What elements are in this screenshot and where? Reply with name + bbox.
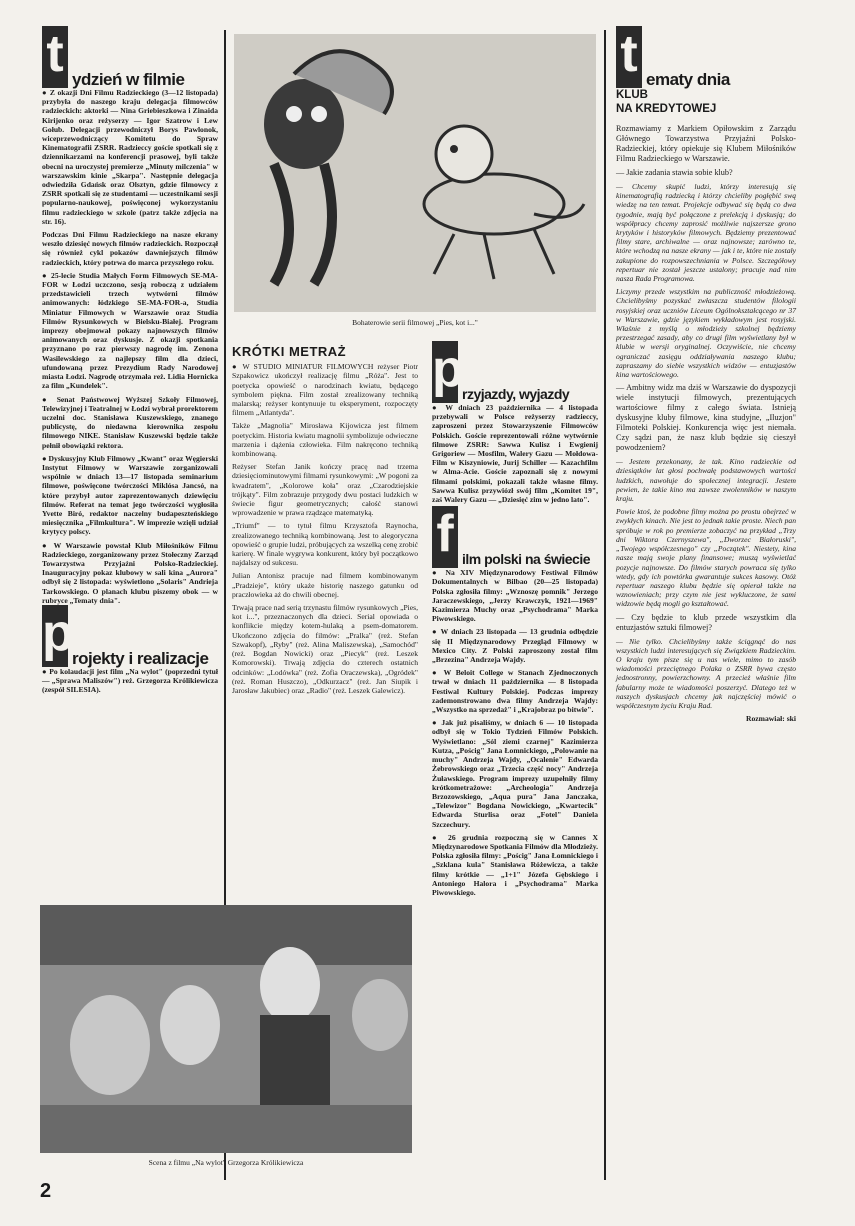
header-title: rojekty i realizacje <box>72 648 209 668</box>
interview-title <box>616 88 796 116</box>
cartoon-illustration <box>234 34 596 312</box>
header-title: ematy dnia <box>646 69 730 89</box>
section-header-tematy <box>616 25 796 89</box>
interview-answer: Liczymy przede wszystkim na publiczność młodzieżową. Chcielibyśmy pozyskać zwłaszcza studentów filologii rosyjskiej oraz uczniów Liceum Ogólnokształcącego nr 37 w Warszawie, gdzie językiem wykładowym jest rosyjski. Właśnie z myślą o młodzieży szkolnej będziemy przestrzegać zasady, aby co drugi film wyświetlany był w klubie w wersji oryginalnej. Oczywiście, nie chcemy ograniczać zasięgu oddziaływania naszego klubu; zapraszamy do siebie wszystkich widzów — entuzjastów kina wartościowego. <box>616 287 796 380</box>
middle-column <box>232 345 418 699</box>
interview-answer: Powie ktoś, że podobne filmy można po prostu obejrzeć w zwykłych kinach. Nie jest to jednak takie proste. Niech pan spróbuje w rok po premierze zobaczyć na przykład „Trzy dni Wiktora Czernyszewa", „Dworzec Białoruski", „Twojego współczesnego" czy „Początek". Niestety, kina nasze mają swoje plany finansowe; muszą wyświetlać pozycje najnowsze. Do filmów starych powraca się tylko wtedy, gdy ich powtórka gwarantuje sukces kasowy. Otóż repertuar naszego klubu będzie się opierał także na wznowieniach; przy czym nie jest wykluczone, że sami widzowie będą mogli go kształtować. <box>616 507 796 609</box>
header-initial: t <box>42 26 68 88</box>
interview-intro: Rozmawiamy z Markiem Opiłowskim z Zarządu Głównego Towarzystwa Przyjaźni Polsko-Radzieckiej, który opiekuje się Klubem Miłośników Filmu Radzieckiego w Warszawie. <box>616 124 796 163</box>
article-paragraph: Także „Magnolia" Mirosława Kijowicza jest filmem poetyckim. Historia kwiatu magnolii symbolizuje odwieczne marzenia i dążenia człowieka. Film nakręcono techniką kombinowaną. <box>232 421 418 459</box>
interview-answer: — Chcemy skupić ludzi, którzy interesują się kinematografią radziecką i którzy chcieliby pogłębić swą wiedzę na ten temat. Projekcje odbywać się będą co dwa tygodnie, mają być połączone z prelekcją i dyskusją; do współpracy chcemy zaprosić możliwie najszersze grono krytyków i historyków filmowych. Będziemy prezentować filmy stare, archiwalne — oraz najnowsze; zarówno te, które wchodzą na nasze ekrany — jak i te, które nie zostały zakupione do rozpowszechniania w Polsce. Szczegółowy repertuar nie został jeszcze ustalony; pracuje nad nim nasza Rada Programowa. <box>616 182 796 284</box>
section-header-projekty <box>42 603 218 668</box>
interview-signature: Rozmawiał: ski <box>746 714 796 724</box>
header-initial: p <box>42 605 68 667</box>
news-item: ● Dyskusyjny Klub Filmowy „Kwant" oraz Węgierski Instytut Filmowy w Warszawie zorganizowali wspólnie w dniach 13—17 listopada seminarium filmowe, poświęcone twórczości Miklósa Jancsó, na które przybył autor zaprezentowanych dziewięciu filmów. Referat na temat jego twórczości wygłosiła Yvette Biró, redaktor naczelny budapeszteńskiego miesięcznika „Filmkultura". W imprezie wzięli udział krytycy polscy. <box>42 453 218 537</box>
cartoon-drawing <box>234 34 596 312</box>
news-item: ● Na XIV Międzynarodowy Festiwal Filmów Dokumentalnych w Bilbao (20—25 listopada) Polska zgłosiła filmy: „Wznoszę pomnik" Jerzego Jaraczewskiego, „Jerzy Krawczyk, 1921—1969" Kazimierza Muchy oraz „Psychodrama" Marka Piwowskiego. <box>432 568 598 624</box>
interview-title-line1: KLUB <box>616 89 648 101</box>
news-item: ● Po kolaudacji jest film „Na wylot" (poprzedni tytuł — „Sprawa Maliszów") reż. Grzegorza Królikiewicza (zespół SILESIA). <box>42 666 218 695</box>
film-still-photo <box>40 905 412 1153</box>
section-header-przyjazdy <box>432 340 598 403</box>
header-initial: p <box>432 341 458 403</box>
page-number: 2 <box>40 1180 52 1202</box>
interview-title-line2: NA KREDYTOWEJ <box>616 103 717 115</box>
krotki-metraz-title: KRÓTKI METRAŻ <box>232 344 347 359</box>
header-title: ilm polski na świecie <box>462 551 591 568</box>
header-title: rzyjazdy, wyjazdy <box>462 385 570 402</box>
news-item: ● 26 grudnia rozpoczną się w Cannes X Międzynarodowe Spotkania Filmów dla Młodzieży. Polska zgłosiła filmy: „Pościg" Jana Łomnickiego i „Szklana kula" Stanisława Różewicza, a także filmy krótkie — „1+1" Józefa Gębskiego i Antoniego Halora i „Psychodrama" Marka Piwowskiego. <box>432 832 598 897</box>
article-paragraph: ● W STUDIO MINIATUR FILMOWYCH reżyser Piotr Szpakowicz ukończył realizację filmu „Róża". Jest to poetycka opowieść o narodzinach kwiatu, będącego symbolem piękna. Film został zrealizowany techniką malarską; reżyser kontynuuje tu eksperyment, rozpoczęty filmem „Atlantyda". <box>232 362 418 418</box>
news-item: ● Z okazji Dni Filmu Radzieckiego (3—12 listopada) przybyła do naszego kraju delegacja filmowców radzieckich: aktorki — Nina Griebieszkowa i Zinaida Kirijenko oraz reżyserzy — Igor Szatrow i Lew Gołub. Delegacji przewodniczył Borys Pawlonok, wiceprzewodniczący Komitetu do Spraw Kinematografii ZSRR. Radzieccy goście spotkali się z dziennikarzami na konferencji prasowej, byli także obecni na uroczystej premierze „Minuty milczenia" w warszawskim kinie „Skarpa". Następnie delegacja odwiedziła Gdańsk oraz Olsztyn, gdzie filmowcy z ZSRR spotkali się ze studentami — uczestnikami sesji popularno-naukowej, poświęconej wykorzystaniu filmu radzieckiego w szkole (patrz także zdjęcia na str. 16). <box>42 88 218 226</box>
interview-answer: — Nie tylko. Chcielibyśmy także ściągnąć do nas wszystkich ludzi interesujących się Związkiem Radzieckim. O kraju tym pisze się u nas wiele, mimo to zasób wiadomości przeciętnego Polaka o ZSRR bywa często jednostronny, powierzchowny. A przecież właśnie film fabularny może te wiadomości poszerzyć. Dlatego też w naszych dyskusjach chcemy jak najczęściej mówić o współczesnym życiu Kraju Rad. <box>616 636 796 710</box>
news-item: Podczas Dni Filmu Radzieckiego na nasze ekrany weszło dziesięć nowych filmów radzieckich. Rozpoczął się również cykl pokazów dawniejszych filmów radzieckich, który potrwa do marca przyszłego roku. <box>42 230 218 267</box>
article-paragraph: Trwają prace nad serią trzynastu filmów rysunkowych „Pies, kot i...", przeznaczonych dla dzieci. Serial opowiada o konflikcie między kotem-hulaką a psem-domatorem. Ukończono zdjęcia do filmów: „Pralka" (reż. Stefan Szwakopf), „Ryby" (reż. Alina Maliszewska), „Samochód" (reż. Bogdan Nowicki) oraz „Piecyk" (reż. Leszek Komorowski). Trwają zdjęcia do czterech ostatnich odcinków: „Lodówka" (reż. Zofia Oraczewska), „Ogródek" (reż. Roman Huszczo), „Odkurzacz" (reż. Jan Siupik i Jarosław Jakubiec) oraz „Radio" (reż. Leszek Galewicz). <box>232 603 418 695</box>
bottom-photo-caption: Scena z filmu „Na wylot" Grzegorza Królikiewicza <box>148 1158 304 1167</box>
section-header-film-polski <box>432 505 598 568</box>
article-paragraph: Reżyser Stefan Janik kończy pracę nad trzema dziesięciominutowymi filmami rysunkowymi: „W pogoni za kwadratem", „Kolorowe koła" oraz „Czarodziejskie trójkąty". Film zobrazuje przygody dwu postaci ludzkich w świecie figur geometrycznych; całość stanowi wprowadzenie w prawa rządzące matematyką. <box>232 462 418 518</box>
news-item: ● W dniach 23 października — 4 listopada przebywali w Polsce reżyserzy radzieccy, zaproszeni przez Stowarzyszenie Filmowców Polskich. Goście reprezentowali różne wytwórnie filmowe ZSRR: Sawwa Kulisz i Ewgienij Grigoriew — Mosfilm, Walery Gazu — Mołdowa-Film w Kiszyniowie, Jurij Schiller — Kazachfilm w Alma-Acie. Goście zapoznali się z nowymi filmami polskimi, pokazali także własne filmy. Sawwa Kulisz przywiózł swój film „Komitet 19", zaś Walery Gazu — „Dziesięć zim w jedno lato". <box>432 403 598 505</box>
interview-question: — Czy będzie to klub przede wszystkim dla entuzjastów sztuki filmowej? <box>616 612 796 632</box>
header-initial: f <box>432 506 458 568</box>
article-paragraph: „Triumf" — to tytuł filmu Krzysztofa Raynocha, zrealizowanego techniką kombinowaną. Jest to alegoryczna opowieść o grupie ludzi, próbujących za wszelką cenę zrobić karierę. W finale wygrywa konkurent, który był początkowo najdalszy od sukcesu. <box>232 521 418 568</box>
film-still-drawing <box>40 905 412 1153</box>
news-item: ● W Warszawie powstał Klub Miłośników Filmu Radzieckiego, zorganizowany przez Stołeczny Zarząd Towarzystwa Przyjaźni Polsko-Radzieckiej. Inauguracyjny pokaz klubowy w sali kina „Aurora" odbył się 2 listopada: wyświetlono „Solaris" Andrieja Tarkowskiego. O planach klubu piszemy obok — w rubryce „Tematy dnia". <box>42 540 218 605</box>
right-column <box>616 25 796 727</box>
news-item: ● W Beloit College w Stanach Zjednoczonych trwał w dniach 11 października — 8 listopada Festiwal Kultury Polskiej. Podczas imprezy zademonstrowano dwa filmy Andrzeja Wajdy: „Wszystko na sprzedaż" i „Krajobraz po bitwie". <box>432 668 598 715</box>
center-right-column <box>432 340 598 901</box>
news-item: ● W dniach 23 listopada — 13 grudnia odbędzie się II Międzynarodowy Przegląd Filmowy w Mexico City. Z Polski zaproszony został film „Brzezina" Andrzeja Wajdy. <box>432 627 598 665</box>
interview-question: — Ambitny widz ma dziś w Warszawie do dyspozycji wiele instytucji filmowych, prezentujących wartościowe filmy z całego świata. Istnieją dyskusyjne kluby filmowe, kina studyjne, „Iluzjon" Filmoteki Polskiej. Konkurencja więc jest niemała. Czy sądzi pan, że nasz klub będzie się cieszył powodzeniem? <box>616 383 796 453</box>
header-title: ydzień w filmie <box>72 69 185 89</box>
header-initial: t <box>616 26 642 88</box>
interview-answer: — Jestem przekonany, że tak. Kino radzieckie od dziesiątków lat głosi pochwałę podstawowych wartości ludzkich, nawołuje do społecznej integracji. Jestem pewien, że takie kino ma zawsze zwolenników w naszym kraju. <box>616 457 796 504</box>
section-header-tydzien <box>42 25 218 89</box>
interview-question: — Jakie zadania stawia sobie klub? <box>616 168 733 177</box>
article-paragraph: Julian Antonisz pracuje nad filmem kombinowanym „Pradzieje", który ukaże historię naszego gatunku od praczłowieka aż do chwili obecnej. <box>232 571 418 599</box>
news-item: ● 25-lecie Studia Małych Form Filmowych SE-MA-FOR w Łodzi uczczono, sesją roboczą z udziałem przedstawicieli trzech wytwórni filmów animowanych: łódzkiego SE-MA-FOR-a, Studia Miniatur Filmowych w Warszawie oraz Studia Filmów Rysunkowych w Bielsku-Białej. Program imprezy obejmował pokazy najnowszych filmów animowanych oraz dyskusje. Z okazji spotkania przyznano po raz pierwszy nagrodę im. Zenona Wasilewskiego za najlepszy film dla dzieci, ufundowaną przez Prezydium Rady Narodowej miasta Łodzi. Nagrodę otrzymała reż. Lidia Hornicka za film „Kundelek". <box>42 270 218 391</box>
top-photo-caption: Bohaterowie serii filmowej „Pies, kot i..." <box>352 318 478 327</box>
news-item: ● Jak już pisaliśmy, w dniach 6 — 10 listopada odbył się w Tokio Tydzień Filmów Polskich. Wyświetlano: „Sól ziemi czarnej" Kazimierza Kutza, „Pościg" Jana Łomnickiego, „Polowanie na muchy" Andrzeja Wajdy, „Ocalenie" Edwarda Żebrowskiego oraz „Trzecia część nocy" Andrzeja Żuławskiego. Program imprezy uzupełniły filmy krótkometrażowe: „Archeologia" Andrzeja Brzozowskiego, „Aqua pura" Jana Janczaka, „Telewizor" Bogdana Nowickiego, „Kwartecik" Edwarda Sturlisa oraz „Fotel" Daniela Szczechury. <box>432 718 598 829</box>
column-rule-right <box>604 30 606 1180</box>
left-column <box>42 25 218 699</box>
news-item: ● Senat Państwowej Wyższej Szkoły Filmowej, Telewizyjnej i Teatralnej w Łodzi wybrał prorektorem uczelni doc. Stanisława Kuszewskiego, znanego publicystę, do niedawna kierownika zespołu filmowego NIKE. Stanisław Kuszewski będzie także pełnił obowiązki rektora. <box>42 394 218 450</box>
